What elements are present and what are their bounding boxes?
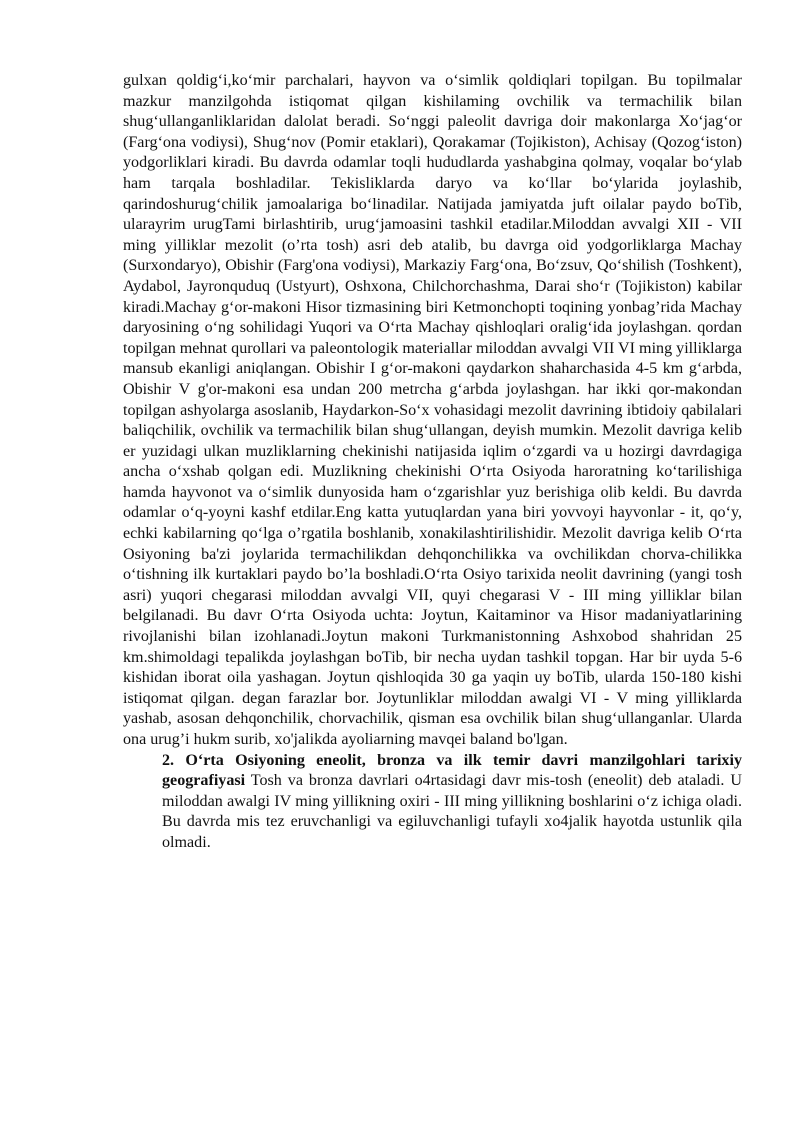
section-text: Tosh va bronza davrlari o4rtasidagi davr mis-tosh (eneolit) deb ataladi. U miloddan awalgi IV ming yillikning oxiri - III ming yillikning boshlarini o‘z ichiga oladi. Bu davrda mis tez eruvchanligi va egiluvchanligi tufayli xo4jalik hayotda ustunlik qila olmadi. xyxy=(162,772,742,851)
section-heading: 2. O‘rta Osiyoning eneolit, bronza va ilk temir davri manzilgohlari tarixiy geografiyasi xyxy=(162,751,742,790)
document-page xyxy=(123,71,742,854)
body-paragraph: gulxan qoldig‘i,ko‘mir parchalari, hayvon va o‘simlik qoldiqlari topilgan. Bu topilmalar mazkur manzilgohda istiqomat qilgan kishilaming ovchilik va termachilik bilan shug‘ullanganliklaridan dalolat beradi. So‘nggi paleolit davriga doir makonlarga Xo‘jag‘or (Farg‘ona vodiysi), Shug‘nov (Pomir etaklari), Qorakamar (Tojikiston), Achisay (Qozog‘iston) yodgorliklari kiradi. Bu davrda odamlar toqli hududlarda yashabgina qolmay, voqalar bo‘ylab ham tarqala boshladilar. Tekisliklarda daryo va ko‘llar bo‘ylarida joylashib, qarindoshurug‘chilik jamoalariga bo‘linadilar. Natijada jamiyatda juft oilalar paydo boTib, ularayrim urugTami birlashtirib, urug‘jamoasini tashkil etadilar.Miloddan avvalgi XII - VII ming yilliklar mezolit (o’rta tosh) asri deb atalib, bu davrga oid yodgorliklarga Machay (Surxondaryo), Obishir (Farg'ona vodiysi), Markaziy Farg‘ona, Bo‘zsuv, Qo‘shilish (Toshkent), Aydabol, Jayronquduq (Ustyurt), Oshxona, Chilchorchashma, Darai sho‘r (Tojikiston) kabilar kiradi.Machay g‘or-makoni Hisor tizmasining biri Ketmonchopti toqining yonbag’rida Machay daryosining o‘ng sohilidagi Yuqori va O‘rta Machay qishloqlari oralig‘ida joylashgan. qordan topilgan mehnat qurollari va paleontologik materiallar miloddan avvalgi VII VI ming yilliklarga mansub ekanligi aniqlangan. Obishir I g‘or-makoni qaydarkon shaharchasida 4-5 km g‘arbda, Obishir V g'or-makoni esa undan 200 metrcha g‘arbda joylashgan. har ikki qor-makondan topilgan ashyolarga asoslanib, Haydarkon-So‘x vohasidagi mezolit davrining ibtidoiy qabilalari baliqchilik, ovchilik va termachilik bilan shug‘ullangan, deyish mumkin. Mezolit davriga kelib er yuzidagi ulkan muzliklarning chekinishi natijasida iqlim o‘zgardi va u hozirgi davrdagiga ancha o‘xshab qolgan edi. Muzlikning chekinishi O‘rta Osiyoda haroratning ko‘tarilishiga hamda hayvonot va o‘simlik dunyosida ham o‘zgarishlar yuz berishiga olib keldi. Bu davrda odamlar o‘q-yoyni kashf etdilar.Eng katta yutuqlardan yana biri yovvoyi hayvonlar - it, qo‘y, echki kabilarning qo‘lga o’rgatila boshlanib, xonakilashtirilishidir. Mezolit davriga kelib O‘rta Osiyoning ba'zi joylarida termachilikdan dehqonchilikka va ovchilikdan chorva-chilikka o‘tishning ilk kurtaklari paydo bo’la boshladi.O‘rta Osiyo tarixida neolit davrining (yangi tosh asri) yuqori chegarasi miloddan avvalgi VII, quyi chegarasi V - III ming yilliklar bilan belgilanadi. Bu davr O‘rta Osiyoda uchta: Joytun, Kaitaminor va Hisor madaniyatlarining rivojlanishi bilan izohlanadi.Joytun makoni Turkmanistonning Ashxobod shahridan 25 km.shimoldagi tepalikda joylashgan boTib, bir necha uydan tashkil topgan. Har bir uyda 5-6 kishidan iborat oila yashagan. Joytun qishloqida 30 ga yaqin uy boTib, ularda 150-180 kishi istiqomat qilgan. degan farazlar bor. Joytunliklar miloddan awalgi VI - V ming yilliklarda yashab, asosan dehqonchilik, chorvachilik, qisman esa ovchilik bilan shug‘ullanganlar. Ularda ona urug’i hukm surib, xo'jalikda ayoliarning mavqei baland bo'lgan. xyxy=(123,72,743,748)
section-paragraph xyxy=(162,751,742,854)
